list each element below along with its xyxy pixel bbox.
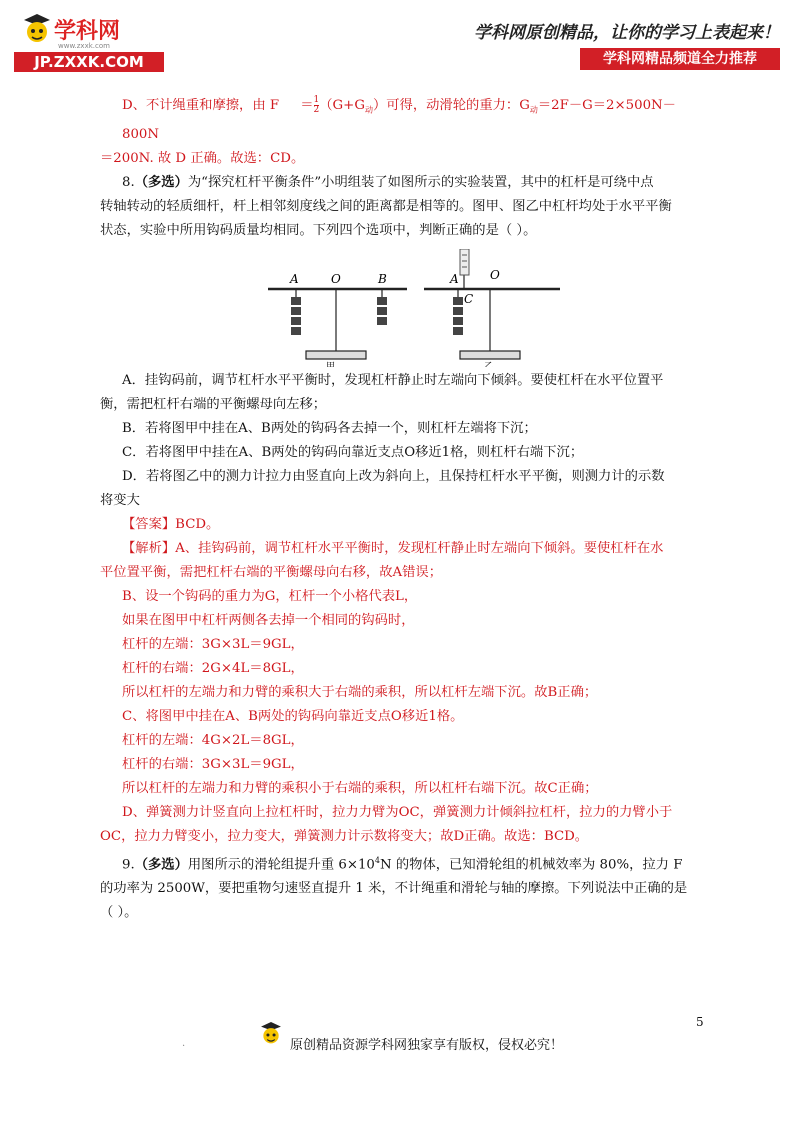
- question-8-line1: 8.（多选）为“探究杠杆平衡条件”小明组装了如图所示的实验装置，其中的杠杆是可绕中点: [122, 174, 654, 190]
- document-body: [100, 94, 710, 925]
- weights-b-jia: [377, 297, 387, 325]
- label-a-jia: A: [290, 271, 299, 286]
- analysis-line8: C、将图甲中挂在A、B两处的钩码向靠近支点O移近1格。: [122, 708, 464, 724]
- analysis-line10: 杠杆的右端：3G×3L＝9GL，: [122, 756, 304, 772]
- option-c: C．若将图甲中挂在A、B两处的钩码向靠近支点O移近1格，则杠杆右端下沉；: [122, 444, 584, 460]
- label-yi: 乙: [484, 361, 494, 367]
- option-b: B．若将图甲中挂在A、B两处的钩码各去掉一个，则杠杆左端将下沉；: [122, 420, 537, 436]
- label-o-jia: O: [331, 271, 341, 286]
- mascot-icon: [258, 1018, 284, 1052]
- label-b-jia: B: [378, 271, 387, 286]
- mascot-icon: [20, 12, 54, 50]
- lever-figure: [100, 249, 710, 367]
- option-a-line2: 衡，需把杠杆右端的平衡螺母向左移；: [100, 396, 327, 412]
- label-a-yi: A: [450, 271, 459, 286]
- weights-a-jia: [291, 297, 301, 335]
- zxxk-logo: [14, 12, 164, 72]
- spring-scale-icon: [460, 249, 469, 275]
- option-d-line2: 将变大: [100, 492, 140, 508]
- option-a-line1: A．挂钩码前，调节杠杆水平平衡时，发现杠杆静止时左端向下倾斜。要使杠杆在水平位置平: [122, 372, 664, 388]
- footer-dot: .: [182, 1038, 186, 1049]
- analysis-line7: 所以杠杆的左端力和力臂的乘积大于右端的乘积，所以杠杆左端下沉。故B正确；: [122, 684, 598, 700]
- header-slogan: 学科网原创精品，让你的学习上表起来！: [474, 23, 780, 43]
- prev-answer-d-line1: D、不计绳重和摩擦，由 F ＝ $\frac{1}{2}$ $(G+G_动)$可得，动滑轮的重力：$G_动=2F-G=2\times 500N-800N$: [122, 95, 676, 142]
- page-number: 5: [696, 1015, 704, 1029]
- analysis-line13: OC，拉力力臂变小，拉力变大，弹簧测力计示数将变大；故D正确。故选：BCD。: [100, 828, 589, 844]
- analysis-line4: 如果在图甲中杠杆两侧各去掉一个相同的钩码时，: [122, 612, 415, 628]
- lever-diagram: [100, 249, 710, 367]
- analysis-line9: 杠杆的左端：4G×2L＝8GL，: [122, 732, 304, 748]
- label-o-yi: O: [490, 267, 500, 282]
- fraction: $\frac{1}{2}$: [313, 95, 320, 115]
- brand-name: 学科网: [54, 19, 121, 44]
- analysis-line12: D、弹簧测力计竖直向上拉杠杆时，拉力力臂为OC，弹簧测力计倾斜拉杠杆，拉力的力臂小于: [122, 804, 673, 820]
- analysis-line6: 杠杆的右端：2G×4L＝8GL，: [122, 660, 304, 676]
- header-banner: 学科网精品频道全力推荐: [580, 48, 780, 70]
- answer-8: 【答案】BCD。: [122, 516, 220, 532]
- page-header: [0, 0, 800, 80]
- prev-answer-d-line2: ＝200N. 故 D 正确。故选：CD。: [100, 150, 305, 166]
- label-c-yi: C: [464, 291, 474, 306]
- analysis-line11: 所以杠杆的左端力和力臂的乘积小于右端的乘积，所以杠杆右端下沉。故C正确；: [122, 780, 598, 796]
- question-8-line3: 状态，实验中所用钩码质量均相同。下列四个选项中，判断正确的是（ ）。: [100, 222, 537, 238]
- page-footer: [0, 1008, 800, 1068]
- analysis-line5: 杠杆的左端：3G×3L＝9GL，: [122, 636, 304, 652]
- weights-yi: [453, 297, 463, 335]
- analysis-line1: 【解析】A、挂钩码前，调节杠杆水平平衡时，发现杠杆静止时左端向下倾斜。要使杠杆在水: [122, 540, 664, 556]
- question-9-line1: 9.（多选）用图所示的滑轮组提升重 $6\times 10^4N$ 的物体，已知滑轮组的机械效率为 80%，拉力 F: [122, 855, 683, 873]
- brand-url: www.zxxk.com: [58, 42, 110, 50]
- question-9-line3: （ ）。: [100, 905, 138, 921]
- analysis-line2: 平位置平衡，需把杠杆右端的平衡螺母向右移，故A错误；: [100, 564, 443, 580]
- option-d-line1: D．若将图乙中的测力计拉力由竖直向上改为斜向上，且保持杠杆水平平衡，则测力计的示数: [122, 468, 665, 484]
- lever-yi: [424, 249, 560, 359]
- label-jia: 甲: [326, 361, 336, 367]
- domain-badge: JP.ZXXK.COM: [14, 52, 164, 72]
- question-8-line2: 转轴转动的轻质细杆，杆上相邻刻度线之间的距离都是相等的。图甲、图乙中杠杆均处于水平平衡: [100, 198, 672, 214]
- question-9-line2: 的功率为 2500W，要把重物匀速竖直提升 1 米，不计绳重和滑轮与轴的摩擦。下列说法中正确的是: [100, 881, 688, 897]
- analysis-line3: B、设一个钩码的重力为G，杠杆一个小格代表L，: [122, 588, 418, 604]
- footer-copyright: 原创精品资源学科网独家享有版权，侵权必究！: [290, 1038, 564, 1053]
